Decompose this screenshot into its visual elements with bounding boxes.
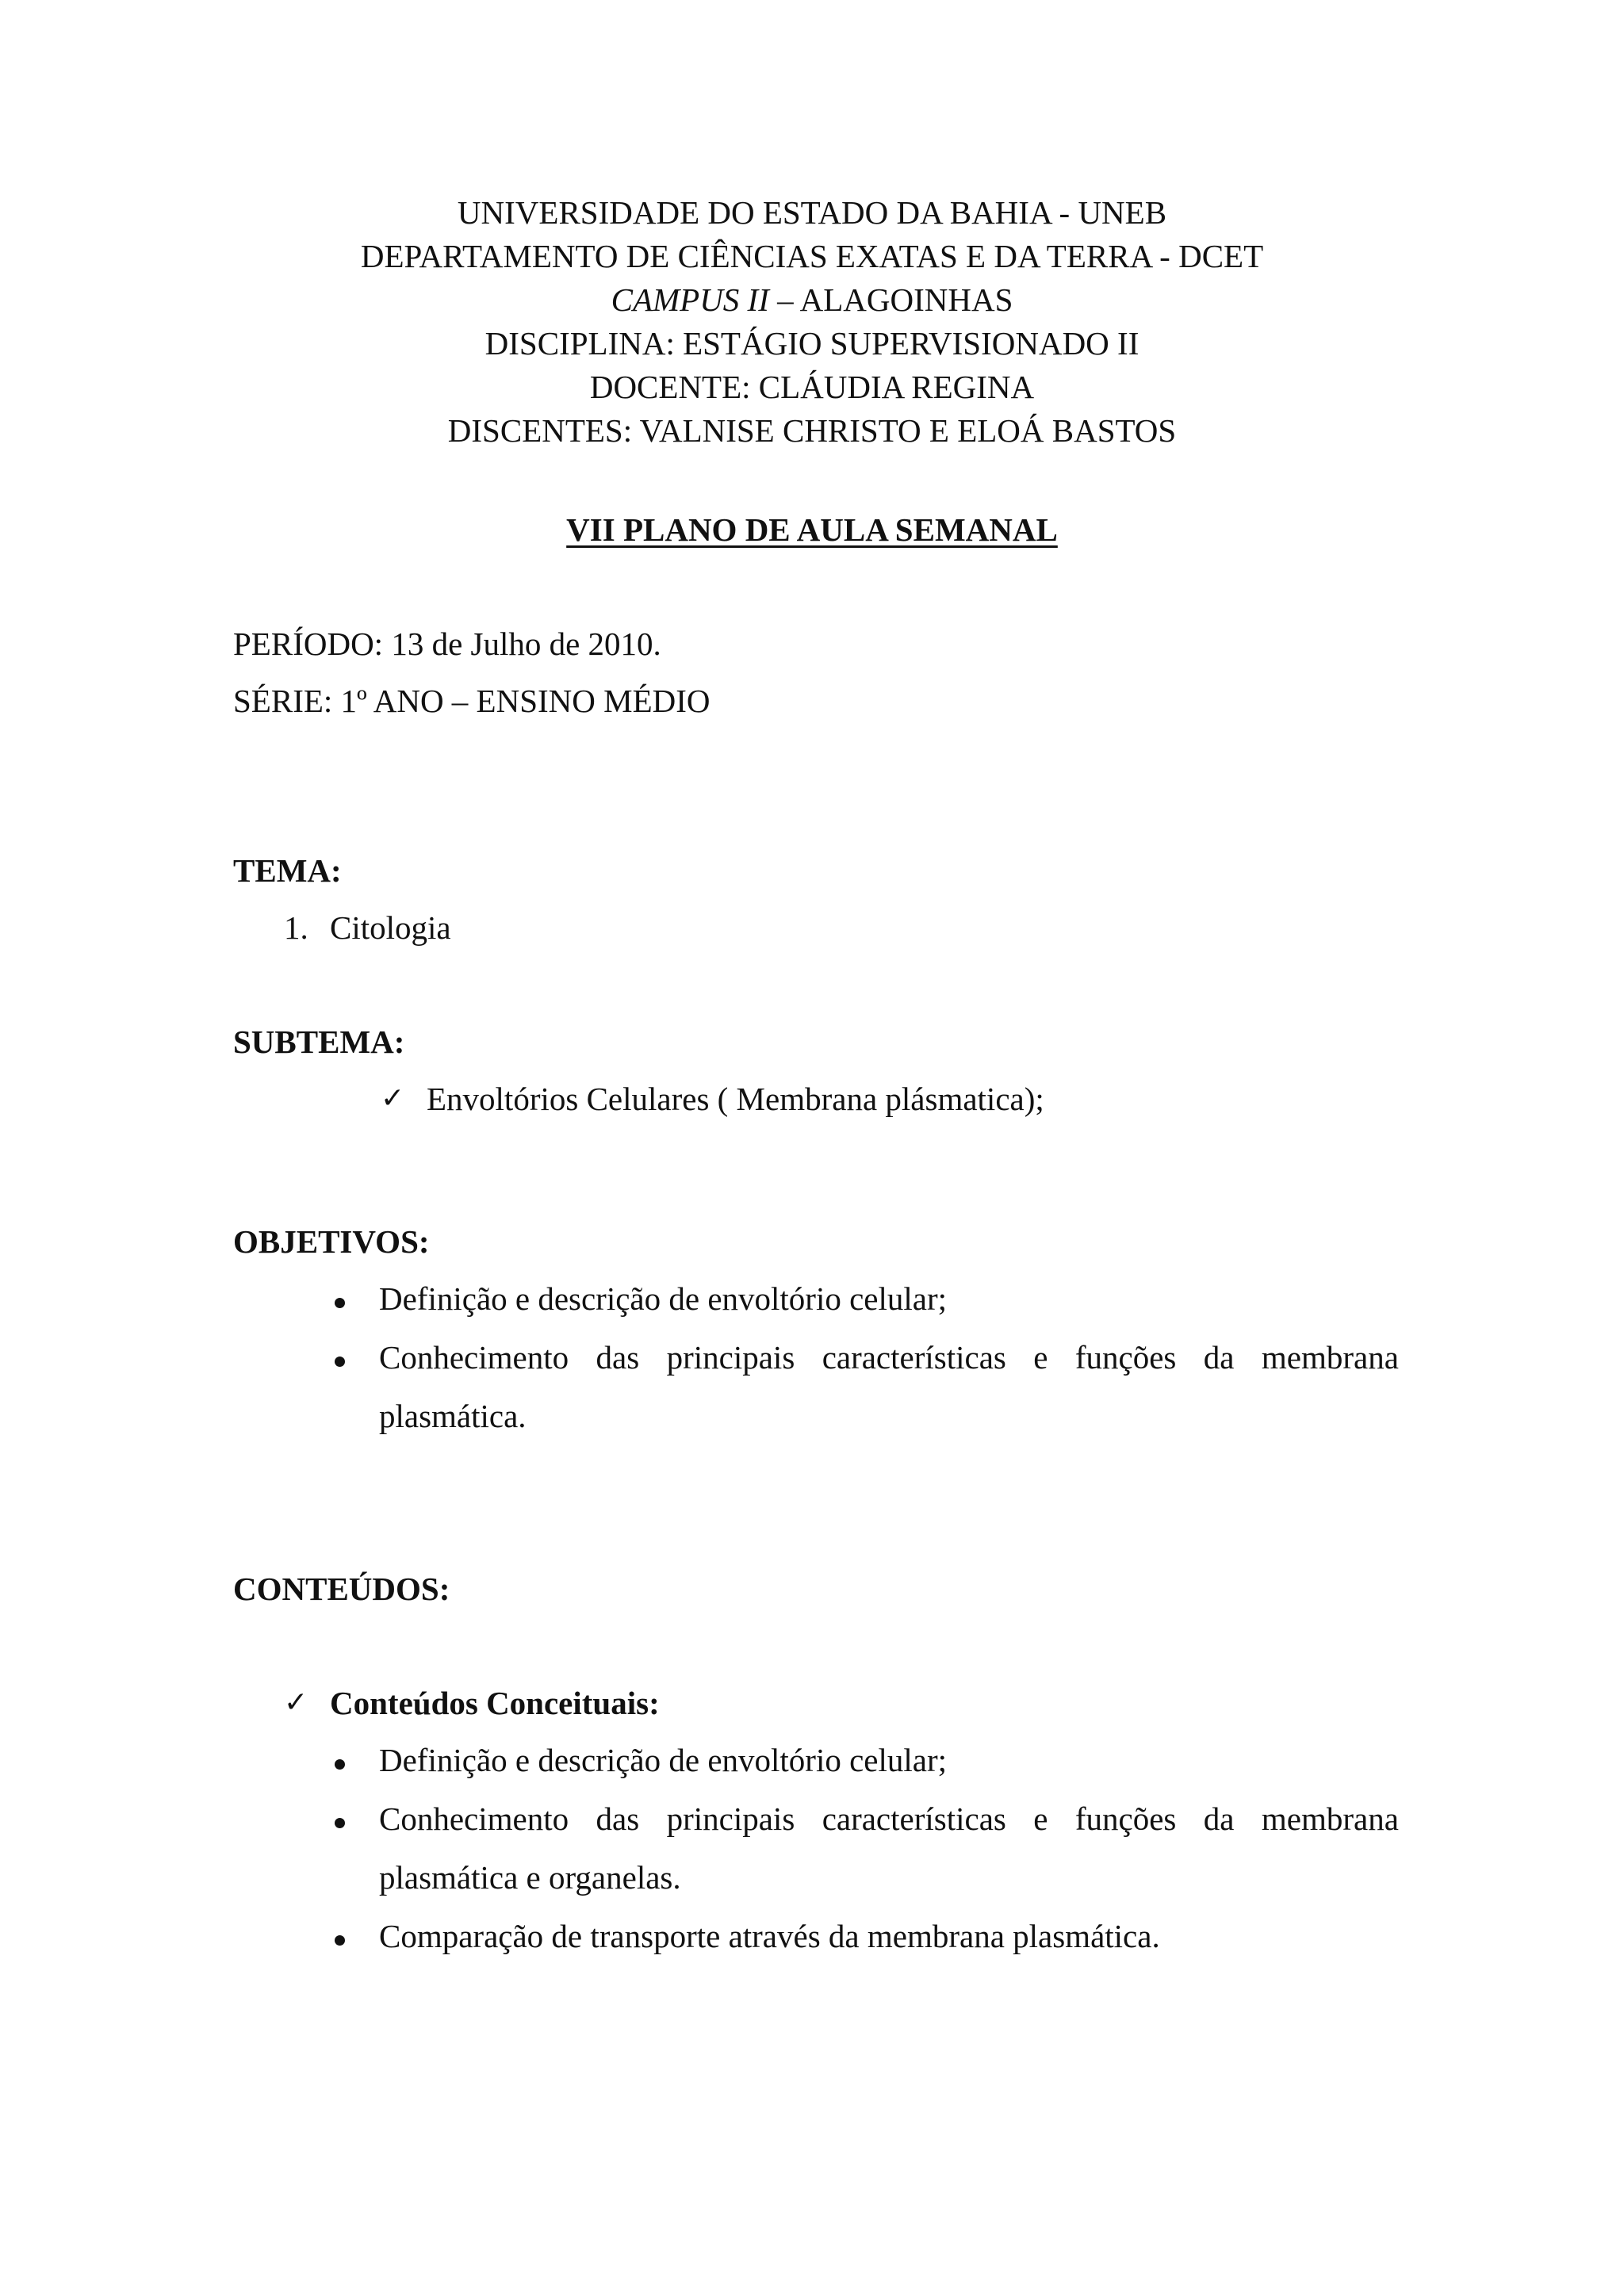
campus-city: – ALAGOINHAS (768, 281, 1013, 318)
word: funções (1074, 1339, 1177, 1376)
checkmark-icon: ✓ (284, 1686, 308, 1719)
grade-line: SÉRIE: 1º ANO – ENSINO MÉDIO (233, 683, 710, 719)
conteudos-heading: CONTEÚDOS: (233, 1571, 450, 1607)
tema-item-number: 1. (284, 909, 308, 946)
bullet-icon (335, 1298, 345, 1308)
period-line: PERÍODO: 13 de Julho de 2010. (233, 626, 661, 662)
word: membrana (1261, 1800, 1399, 1837)
conteudos-subheading: Conteúdos Conceituais: (330, 1685, 660, 1721)
bullet-icon (335, 1935, 345, 1946)
word: membrana (1261, 1339, 1399, 1376)
document-title (0, 507, 1624, 552)
word: características (822, 1800, 1006, 1837)
tema-heading: TEMA: (233, 852, 342, 889)
students-line: DISCENTES: VALNISE CHRISTO E ELOÁ BASTOS (447, 412, 1177, 449)
objetivo-item-2-line-2: plasmática. (379, 1398, 527, 1434)
objetivo-item-1: Definição e descrição de envoltório celular; (379, 1280, 948, 1317)
word: principais (666, 1339, 795, 1376)
word: e (1033, 1339, 1048, 1376)
word: Conhecimento (379, 1800, 569, 1837)
teacher-line: DOCENTE: CLÁUDIA REGINA (589, 369, 1035, 405)
objetivo-item-2-line-1 (379, 1335, 1399, 1380)
word: funções (1074, 1800, 1177, 1837)
conteudo-item-1: Definição e descrição de envoltório celular; (379, 1742, 948, 1778)
subtema-heading: SUBTEMA: (233, 1024, 405, 1060)
bullet-icon (335, 1759, 345, 1770)
campus-line (0, 277, 1624, 322)
campus-label: CAMPUS II (611, 281, 769, 318)
institution-name: UNIVERSIDADE DO ESTADO DA BAHIA - UNEB (457, 194, 1167, 231)
word: Conhecimento (379, 1339, 569, 1376)
word: e (1033, 1800, 1048, 1837)
word: principais (666, 1800, 795, 1837)
word: da (1203, 1800, 1235, 1837)
word: das (596, 1339, 640, 1376)
discipline-line: DISCIPLINA: ESTÁGIO SUPERVISIONADO II (485, 325, 1139, 362)
bullet-icon (335, 1357, 345, 1367)
objetivos-heading: OBJETIVOS: (233, 1223, 430, 1260)
word: da (1203, 1339, 1235, 1376)
document-title-text: VII PLANO DE AULA SEMANAL (566, 511, 1058, 548)
conteudo-item-3: Comparação de transporte através da membrana plasmática. (379, 1918, 1160, 1954)
word: características (822, 1339, 1006, 1376)
conteudo-item-2-line-2: plasmática e organelas. (379, 1859, 681, 1896)
tema-item: Citologia (330, 909, 451, 946)
word: das (596, 1800, 640, 1837)
checkmark-icon: ✓ (381, 1082, 405, 1115)
bullet-icon (335, 1818, 345, 1828)
department-name: DEPARTAMENTO DE CIÊNCIAS EXATAS E DA TERRA - DCET (360, 238, 1264, 274)
conteudo-item-2-line-1 (379, 1797, 1399, 1841)
subtema-item: Envoltórios Celulares ( Membrana plásmatica); (427, 1081, 1044, 1117)
